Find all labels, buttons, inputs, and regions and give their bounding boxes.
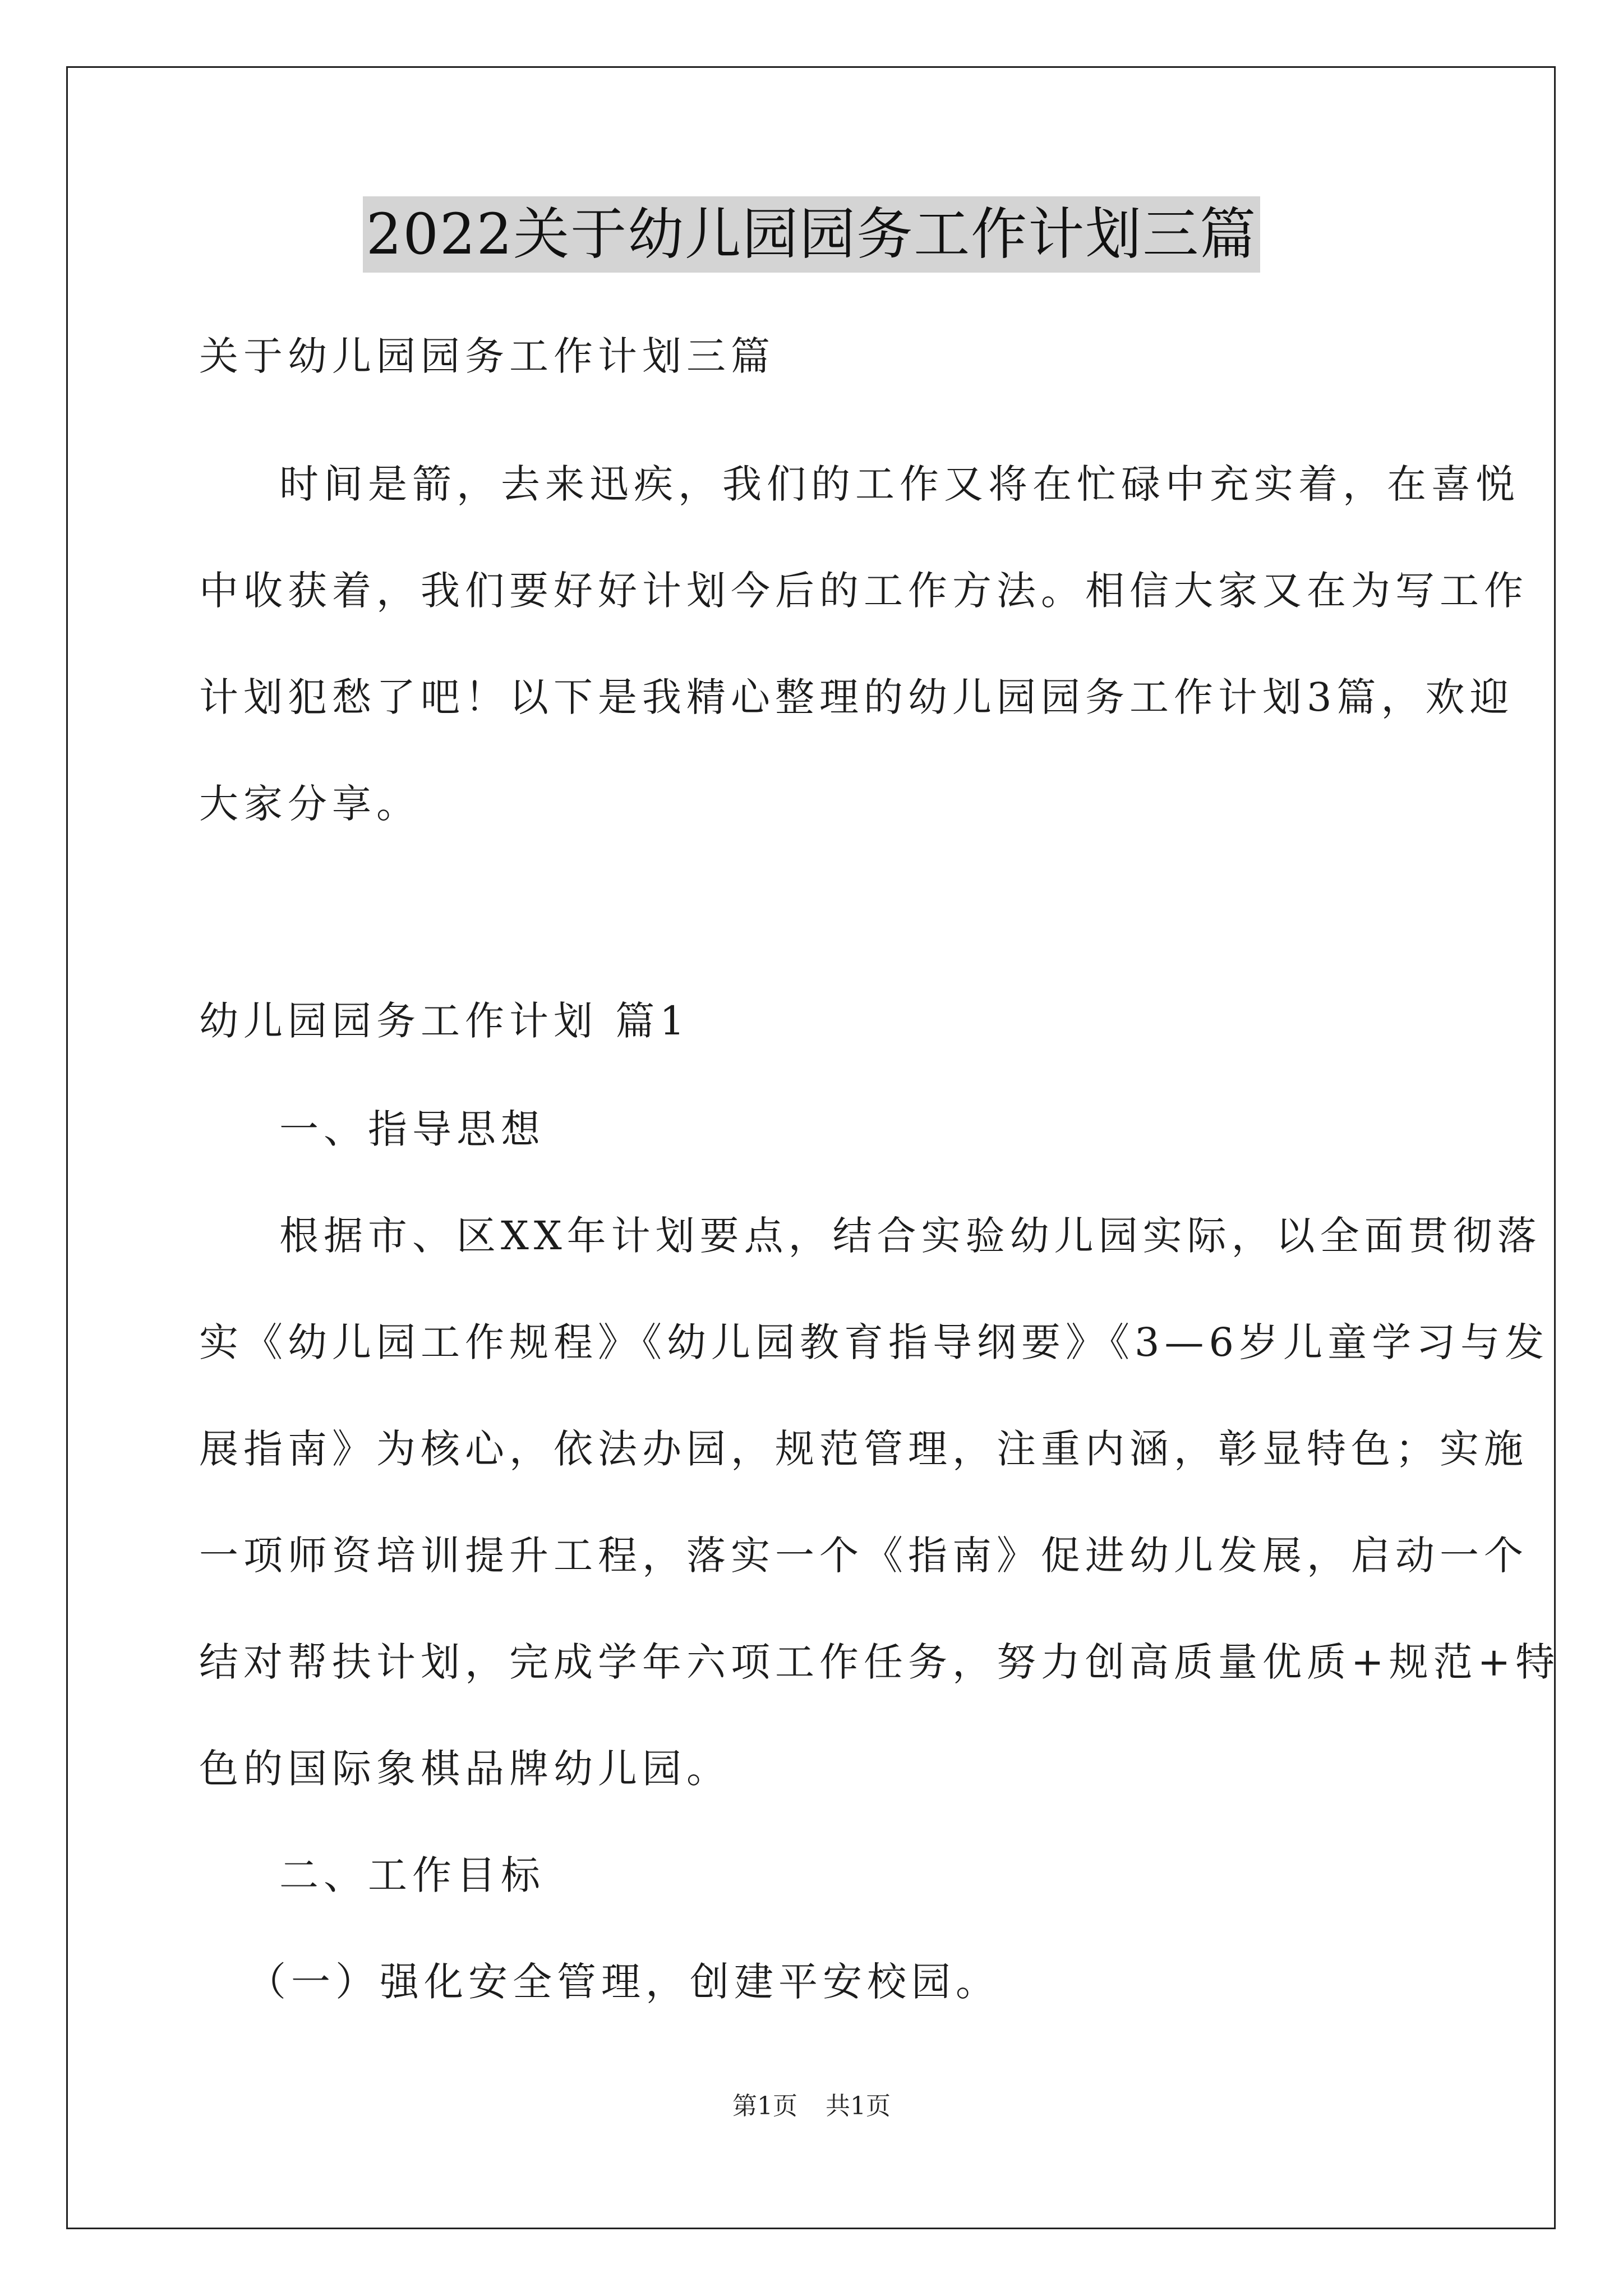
subtitle-line: 关于幼儿园园务工作计划三篇 [199,333,775,379]
title-wrapper [0,196,1623,273]
section-heading: 幼儿园园务工作计划 篇1 [199,998,690,1044]
list-item: （一）强化安全管理，创建平安校园。 [247,1959,1000,2005]
paragraph-line: 结对帮扶计划，完成学年六项工作任务，努力创高质量优质+规范+特 [199,1639,1560,1685]
paragraph-line: 一项师资培训提升工程，落实一个《指南》促进幼儿发展，启动一个 [199,1533,1528,1579]
document-title: 2022关于幼儿园园务工作计划三篇 [363,196,1261,273]
page-total: 共1页 [826,2092,891,2120]
paragraph-line: 实《幼儿园工作规程》《幼儿园教育指导纲要》《3—6岁儿童学习与发 [199,1319,1550,1365]
paragraph-line: 展指南》为核心，依法办园，规范管理，注重内涵，彰显特色；实施 [199,1426,1528,1472]
page-footer [0,2090,1623,2123]
paragraph-line: 色的国际象棋品牌幼儿园。 [199,1746,731,1792]
paragraph-line: 计划犯愁了吧！以下是我精心整理的幼儿园园务工作计划3篇，欢迎 [199,674,1514,720]
page-number: 第1页 [732,2092,797,2120]
paragraph-line: 中收获着，我们要好好计划今后的工作方法。相信大家又在为写工作 [199,568,1528,614]
paragraph-line: 根据市、区XX年计划要点，结合实验幼儿园实际，以全面贯彻落 [279,1213,1542,1259]
subsection-heading: 一、指导思想 [279,1106,545,1152]
subsection-heading: 二、工作目标 [279,1852,545,1898]
paragraph-line: 大家分享。 [199,781,421,827]
paragraph-line: 时间是箭，去来迅疾，我们的工作又将在忙碌中充实着，在喜悦 [279,461,1520,507]
